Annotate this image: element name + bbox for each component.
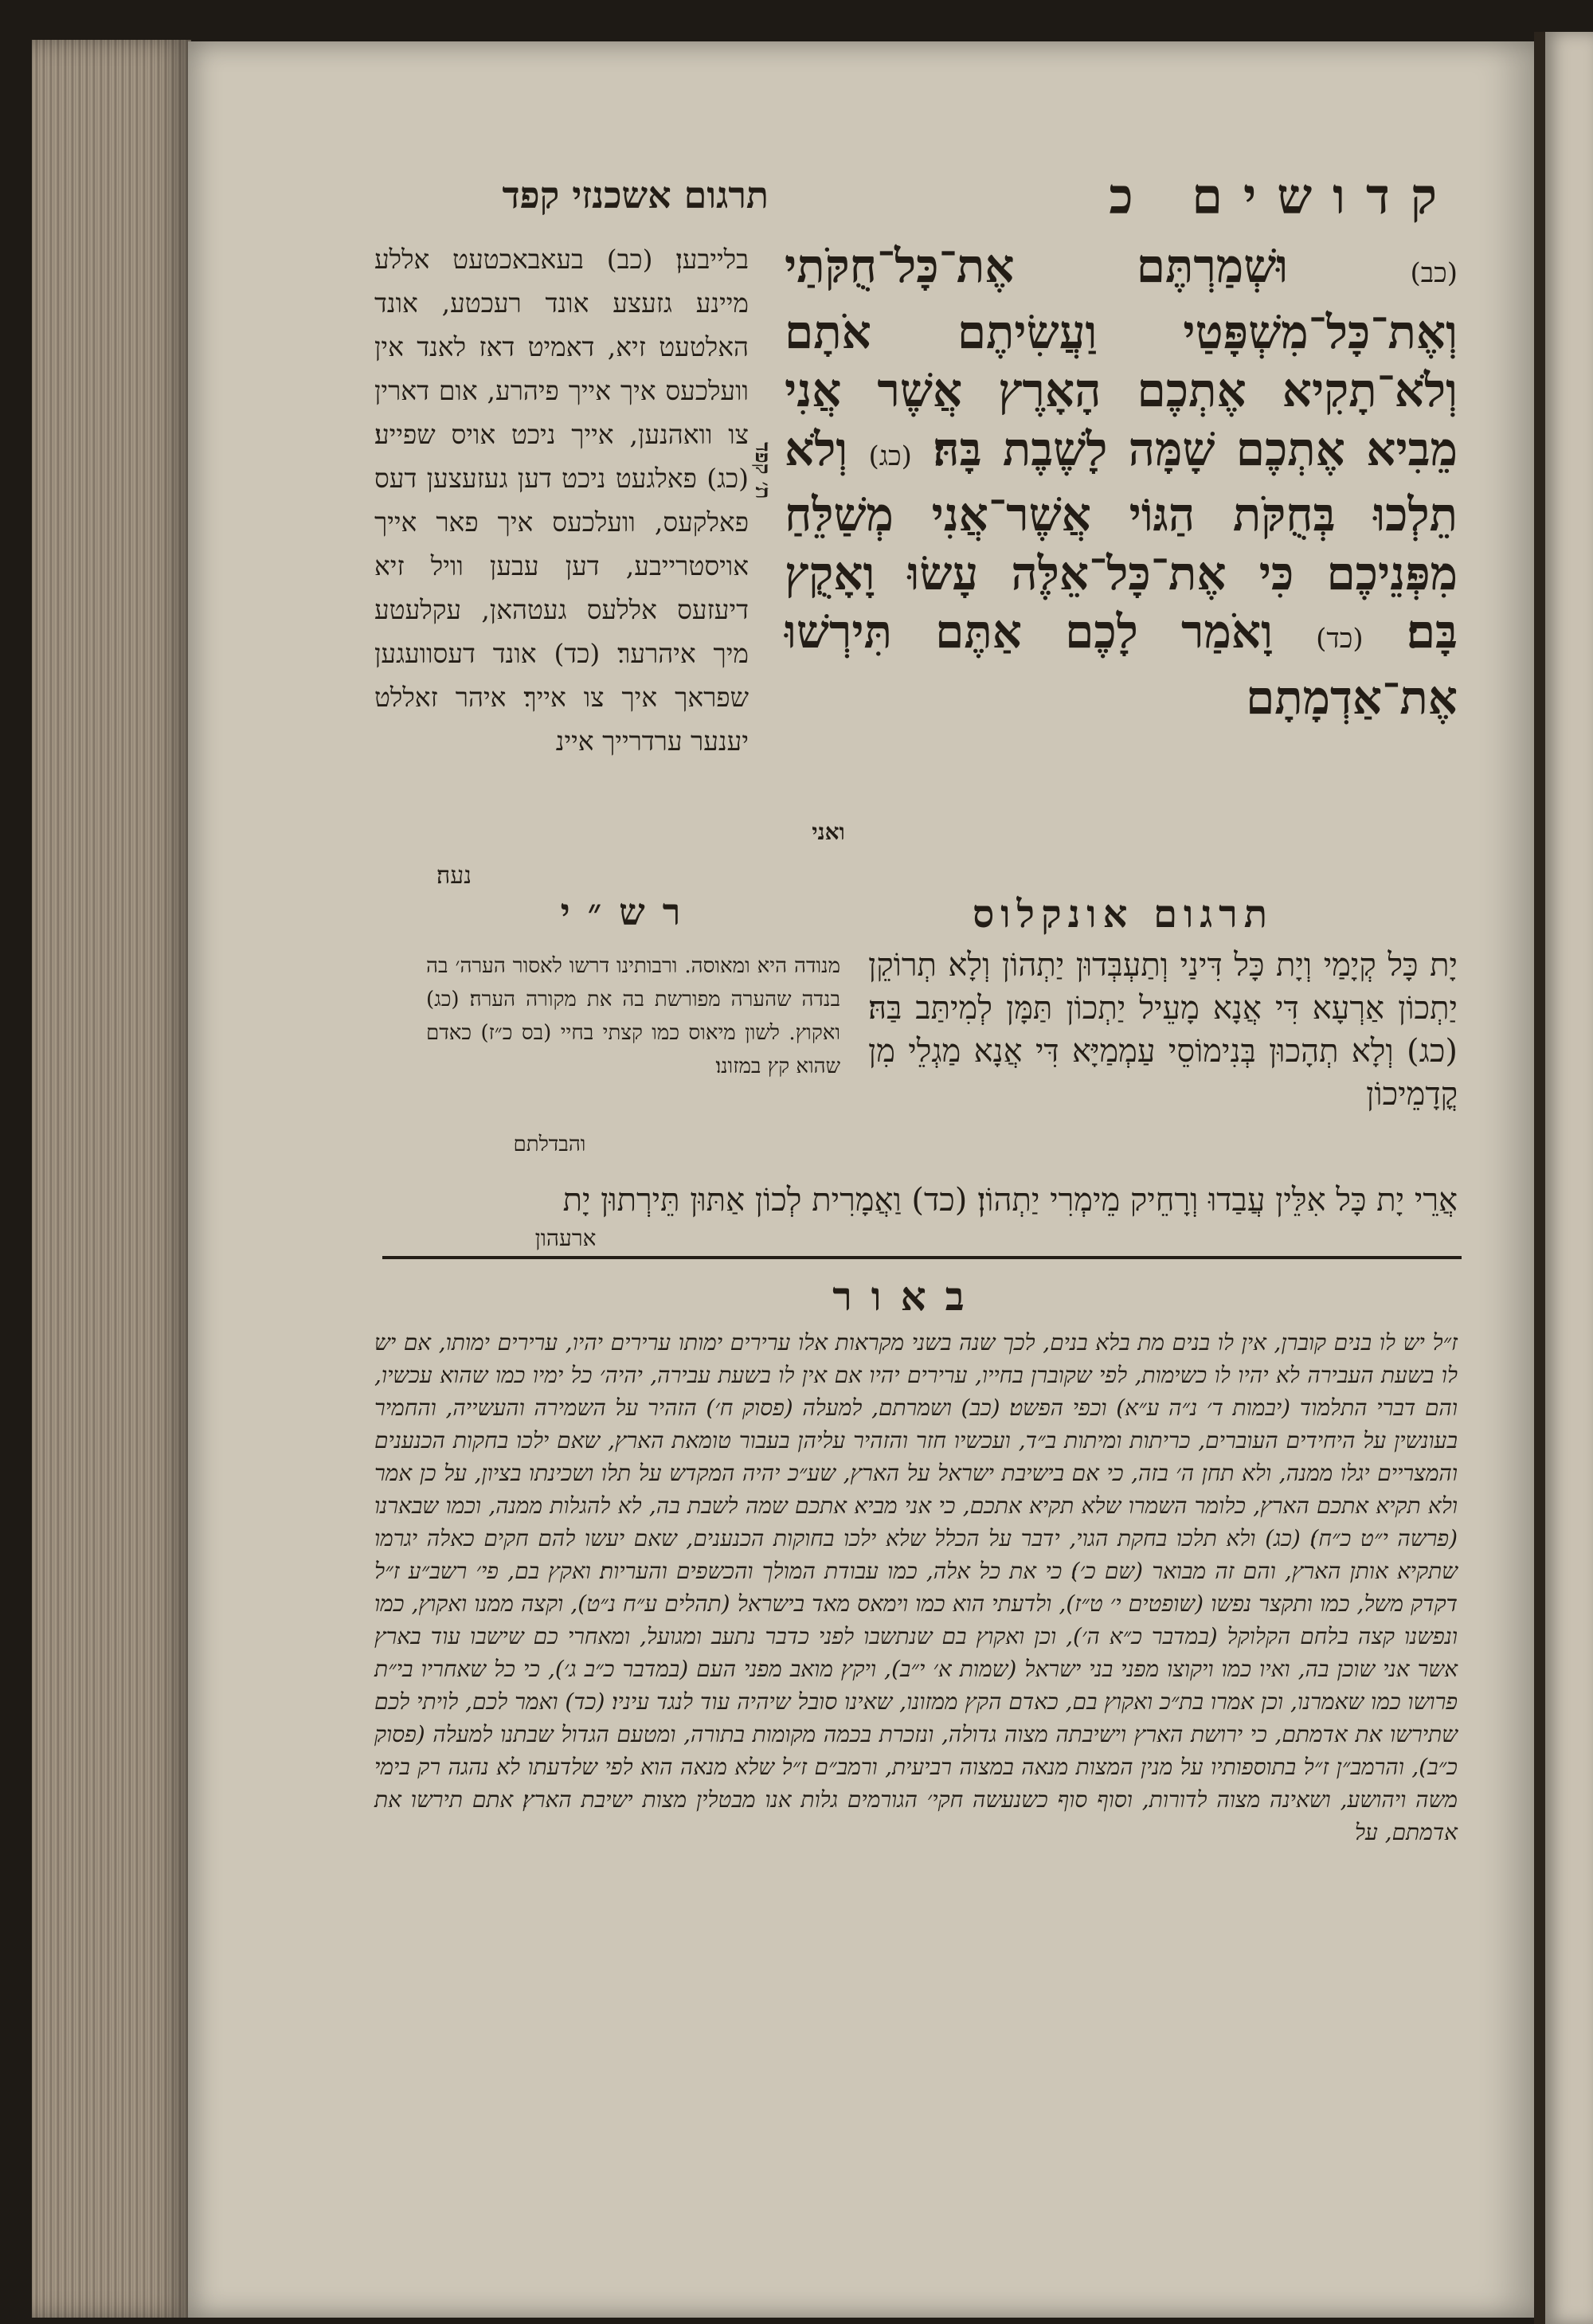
next-page-edge	[1545, 32, 1593, 2324]
verse-23: וְלֹא תֵלְכוּ בְּחֻקֹּת הַגּוֹי אֲשֶׁר־אֲנִי מְשַׁלֵּחַ מִפְּנֵיכֶם כִּי אֶת־כָּל־אֵלֶּה עָשׂוּ וָאָקֻץ בָּם׃	[785, 421, 1458, 659]
yiddish-end: נעה׃	[436, 862, 472, 890]
main-catchword: ואני	[812, 819, 845, 845]
onkelos-continuation: אֲרֵי יָת כָּל אִלֵּין עֲבַדוּ וְרָחֵיק מֵימְרִי יַתְהוֹן׃ (כד) וַאֲמָרִית לְכוֹן אַתּוּן תֵּירְתוּן יָת	[562, 1182, 1458, 1219]
onkelos-catchword: ארעהון	[534, 1225, 597, 1251]
yiddish-translation: בלייבען׃ (כב) בעאבאכטעט אללע מיינע גזעצע אונד רעכטע, אונד האלטעט זיא, דאמיט דאז לאנד אין וועלכעס איך אייך פיהרע, אום דארין צו וואהנען, אייך ניכט אויס שפייע׃ (כג) פאלגעט ניכט דען געזעצען דעס פאלקעס, וועלכעס איך פאר אייך אויסטרייבע, דען עבען וויל זיא דיעזעס אללעס געטהאן, עקלעטע מיך איהרער׃ (כד) אונד דעסוועגען שפראך איך צו אייך׃ איהר זאללט יענער ערדרייך איינ	[374, 244, 749, 757]
biur-header: באור	[832, 1273, 984, 1320]
parasha-header: קדושים כ	[1109, 167, 1458, 225]
rashi-text: מנודה היא ומאוסה. ורבותינו דרשו לאסור הערה׳ בה בנדה שהערה מפורשת בה את מקורה הערה׃ (כג) ואקוץ. לשון מיאוס כמו קצתי בחיי (בס כ״ז) כאדם שהוא קץ במזונו׃	[426, 954, 840, 1078]
section-divider	[382, 1256, 1462, 1259]
verse-24-marker: (כד)	[1316, 623, 1364, 655]
biur-commentary: ז״ל יש לו בנים קוברן, אין לו בנים מת בלא בנים, לכך שנה בשני מקראות אלו ערירים ימותו ערירים יהיו, ערירים ימותו, אם יש לו בשעת העבירה לא יהיו לו כשימות, לפי שקוברן בחייו, ערירים יהיו אם אין לו בשעת עבירה, יהיה׳ כל ימיו כמו שהוא עכשיו, והם דברי התלמוד (יבמות ד׳ נ״ה ע״א) וכפי הפשט׃ (כב) ושמרתם, למעלה (פסוק ח׳) הזהיר על השמירה והעשייה, והחמיר בעונשין על היחידים העוברים, כריתות ומיתות ב״ד, ועכשיו חזר והזהיר עליהן בעבור טומאת הארץ, שאם ילכו בחקות הכנענים והמצריים יגלו ממנה, ולא תחן ה׳ בזה, כי אם בישיבת ישראל על הארץ, שע״כ יהיה המקדש על תלו ושכינתו בציון, על כן אמר ולא תקיא אתכם הארץ, כלומר השמרו שלא תקיא אתכם, כי אני מביא אתכם שמה לשבת בה, לא להגלות ממנה, וכמו שבארנו (פרשה י״ט כ״ח)׃ (כג) ולא תלכו בחקת הגוי, ידבר על הכלל שלא ילכו בחוקות הכנענים, שאם יעשו להם חקים כאלה יגרמו שתקיא אותן הארץ, והם זה מבואר (שם כ׳)׃ כי את כל אלה, כמו עבודת המולך והכשפים והעריות׃ ואקץ בם, פי׳ רשב״ע ז״ל דקדק משל, כמו ותקצר נפשו (שופטים י׳ ט״ז), ולדעתי הוא כמו וימאס מאד בישראל (תהלים ע״ח נ״ט), וקצה ממנו ואקוץ, כמו ונפשנו קצה בלחם הקלוקל (במדבר כ״א ה׳), וכן ואקוץ בם שנתשבו לפני כדבר נתעב ומגועל, ומאחרי כם שישבו עוד בארץ אשר אני שוכן בה, ואיו כמו ויקוצו מפני בני ישראל (שמות א׳ י״ב), ויקץ מואב מפני העם (במדבר כ״ב ג׳), כי כל שאחריו בי״ת פרושו כמו שאמרנו, וכן אמרו בת״כ ואקוץ בם, כאדם הקץ ממזונו, שאינו סובל שיהיה עוד לנגד עיניו׃ (כד) ואמר לכם, לויתי לכם שתירשו את אדמתם, כי ירושת הארץ וישיבתה מצוה גדולה, ונזכרת בכמה מקומות בתורה, ומטעם הגדול שבתנו למעלה (פסוק כ״ב), והרמב״ן ז״ל בתוספותיו על מנין המצות מנאה במצוה רביעית, ורמב״ם ז״ל שלא מנאה הוא לפי שלדעתו לא נהגה רק בימי משה ויהושע, ושאינה מצוה לדורות, וסוף סוף כשנעשה חקי׳ הגורמים גלות אנו מבטלין מצות ישיבת הארץ׃ אתם תירשו את אדמתם, על	[374, 1329, 1458, 1845]
verse-22-marker: (כב)	[1410, 257, 1458, 289]
page-edge	[32, 40, 191, 2318]
verse-22: וּשְׁמַרְתֶּם אֶת־כָּל־חֻקֹּתַי וְאֶת־כָּל־מִשְׁפָּטַי וַעֲשִׂיתֶם אֹתָם וְלֹא־תָקִיא אֶתְכֶם הָאָרֶץ אֲשֶׁר אֲנִי מֵבִיא אֶתְכֶם שָׁמָּה לָשֶׁבֶת בָּהּ׃	[785, 239, 1458, 476]
margin-marks: ת׳ קפד	[750, 442, 774, 499]
verse-23-marker: (כג)	[868, 440, 912, 472]
onkelos-header: תרגום אונקלוס	[972, 892, 1274, 937]
main-torah-text	[785, 237, 1458, 727]
rashi-header: רש״י	[560, 890, 699, 933]
yiddish-header: תרגום אשכנזי קפד	[502, 174, 769, 217]
verse-24: וָאֹמַר לָכֶם אַתֶּם תִּירְשׁוּ אֶת־אַדְמָתָם	[785, 604, 1458, 725]
rashi-catchword: והבדלתם	[513, 1133, 586, 1156]
onkelos-text: יָת כָּל קְיָמַי וְיָת כָּל דִּינַי וְתַעְבְּדוּן יַתְהוֹן וְלָא תְרוֹקֵן יַתְכוֹן אַרְעָא דִּי אֲנָא מָעֵיל יַתְכוֹן תַּמָּן לְמִיתַּב בַּהּ׃ (כג) וְלָא תְהָכוּן בְּנִימוֹסֵי עַמְמַיָּא דִּי אֲנָא מַגְלֵי מִן קֳדָמֵיכוֹן	[868, 947, 1458, 1113]
spine-gap	[1534, 32, 1545, 2324]
